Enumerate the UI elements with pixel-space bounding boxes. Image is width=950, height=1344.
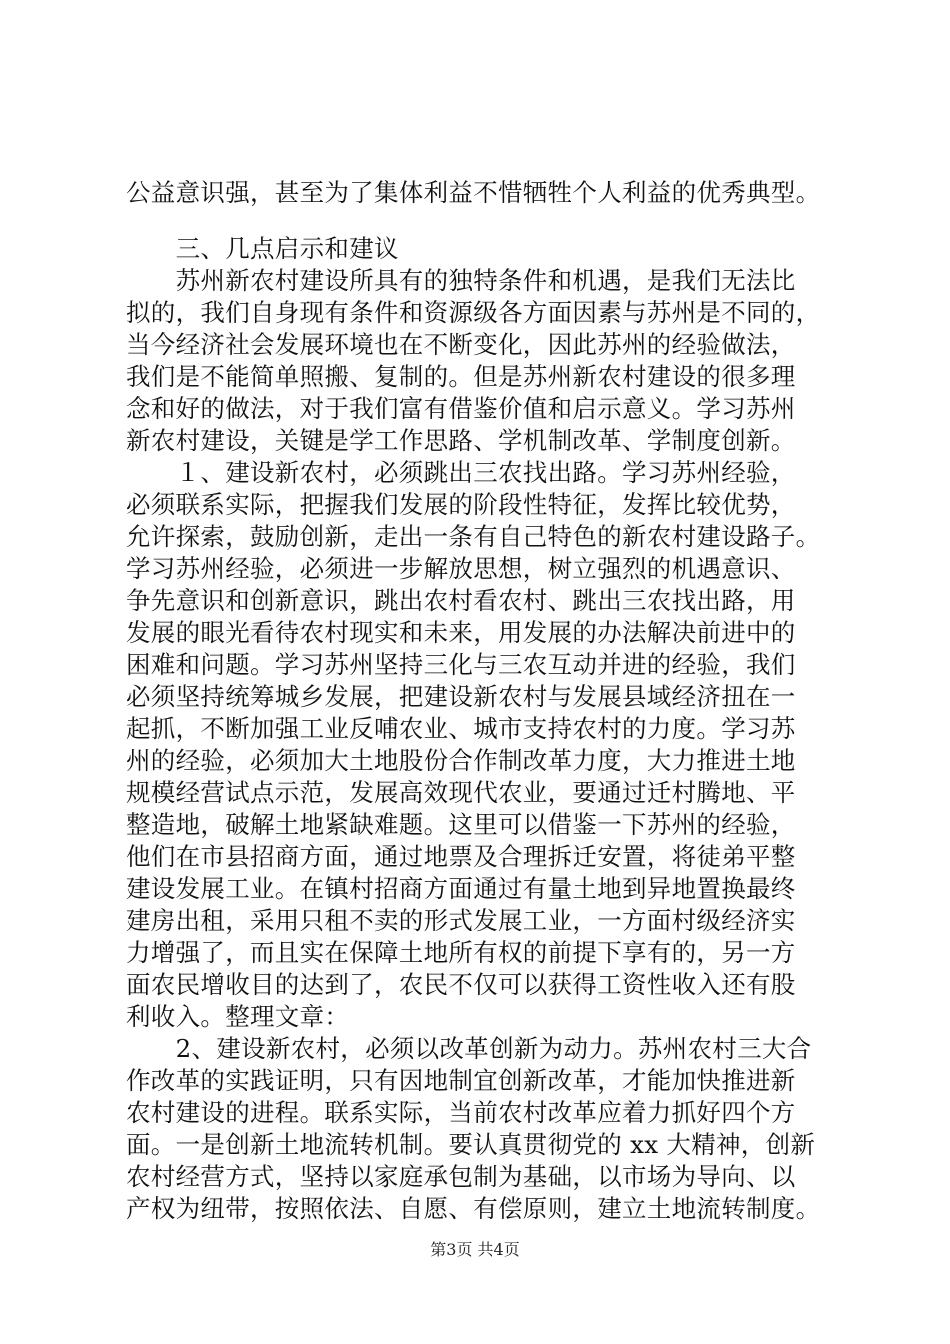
text-line: 建房出租，采用只租不卖的形式发展工业，一方面村级经济实 <box>126 906 796 935</box>
page-number-footer: 第3页 共4页 <box>430 1240 520 1259</box>
text-line: 必须联系实际，把握我们发展的阶段性特征，发挥比较优势， <box>126 490 796 519</box>
text-line: １、建设新农村，必须跳出三农找出路。学习苏州经验， <box>126 458 796 487</box>
text-line: 我们是不能简单照搬、复制的。但是苏州新农村建设的很多理 <box>126 362 796 391</box>
text-line: 力增强了，而且实在保障土地所有权的前提下享有的，另一方 <box>126 938 796 967</box>
text-line: 困难和问题。学习苏州坚持三化与三农互动并进的经验，我们 <box>126 650 796 679</box>
text-line: 当今经济社会发展环境也在不断变化，因此苏州的经验做法， <box>126 330 796 359</box>
text-line: 苏州新农村建设所具有的独特条件和机遇，是我们无法比 <box>126 266 796 295</box>
section-heading: 三、几点启示和建议 <box>126 234 399 263</box>
text-line: 面农民增收目的达到了，农民不仅可以获得工资性收入还有股 <box>126 970 796 999</box>
text-line: 允许探索，鼓励创新，走出一条有自己特色的新农村建设路子。 <box>126 522 821 551</box>
text-line: 农村经营方式，坚持以家庭承包制为基础，以市场为导向、以 <box>126 1162 796 1191</box>
text-line: 拟的，我们自身现有条件和资源级各方面因素与苏州是不同的， <box>126 298 821 327</box>
text-line: 规模经营试点示范，发展高效现代农业，要通过迁村腾地、平 <box>126 778 796 807</box>
text-line: 农村建设的进程。联系实际，当前农村改革应着力抓好四个方 <box>126 1098 796 1127</box>
text-line: 他们在市县招商方面，通过地票及合理拆迁安置，将徒弟平整 <box>126 842 796 871</box>
text-line: 面。一是创新土地流转机制。要认真贯彻党的 xx 大精神，创新 <box>126 1130 816 1159</box>
text-line: 2、建设新农村，必须以改革创新为动力。苏州农村三大合 <box>126 1034 812 1063</box>
text-line: 念和好的做法，对于我们富有借鉴价值和启示意义。学习苏州 <box>126 394 796 423</box>
paragraph-gap <box>126 209 846 233</box>
text-line: 发展的眼光看待农村现实和未来，用发展的办法解决前进中的 <box>126 618 796 647</box>
document-body <box>126 177 846 1225</box>
text-line: 建设发展工业。在镇村招商方面通过有量土地到异地置换最终 <box>126 874 796 903</box>
text-line: 产权为纽带，按照依法、自愿、有偿原则，建立土地流转制度。 <box>126 1194 821 1223</box>
text-line: 公益意识强，甚至为了集体利益不惜牺牲个人利益的优秀典型。 <box>126 178 821 207</box>
text-line: 必须坚持统筹城乡发展，把建设新农村与发展县域经济扭在一 <box>126 682 796 711</box>
text-line: 整造地，破解土地紧缺难题。这里可以借鉴一下苏州的经验， <box>126 810 796 839</box>
text-line: 作改革的实践证明，只有因地制宜创新改革，才能加快推进新 <box>126 1066 796 1095</box>
text-line: 起抓，不断加强工业反哺农业、城市支持农村的力度。学习苏 <box>126 714 796 743</box>
text-line: 学习苏州经验，必须进一步解放思想，树立强烈的机遇意识、 <box>126 554 796 583</box>
text-line: 州的经验，必须加大土地股份合作制改革力度，大力推进土地 <box>126 746 796 775</box>
text-line: 新农村建设，关键是学工作思路、学机制改革、学制度创新。 <box>126 426 796 455</box>
text-line: 利收入。整理文章： <box>126 1002 350 1031</box>
text-line: 争先意识和创新意识，跳出农村看农村、跳出三农找出路，用 <box>126 586 796 615</box>
